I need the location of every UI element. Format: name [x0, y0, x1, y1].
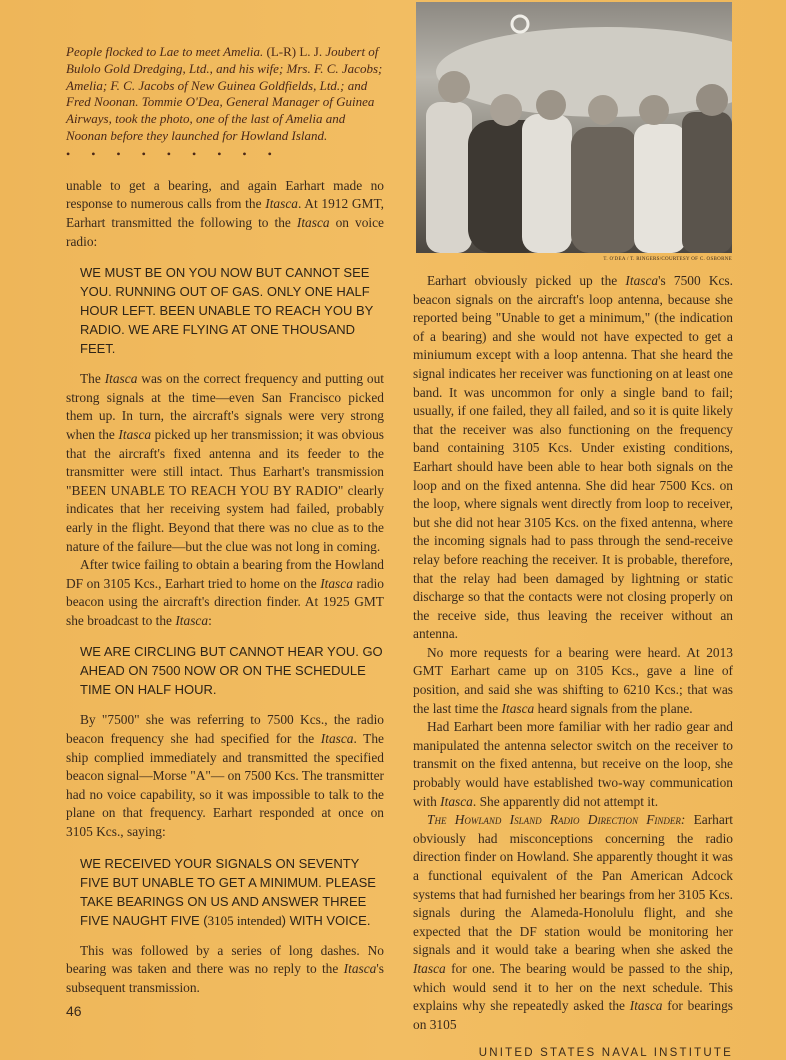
- text-run: This was followed by a series of long dashes. No bearing was taken and there was no reply to the: [66, 942, 384, 977]
- left-column: [66, 44, 384, 1019]
- text-run: (L-R) L. J.: [266, 44, 326, 59]
- text-run: for one. The bearing would be passed to the ship, which would send it to her on the next schedule. This explains why she repeatedly asked the: [413, 960, 733, 1014]
- left-column-body: [66, 711, 384, 841]
- publication-footer: UNITED STATES NAVAL INSTITUTE: [478, 1047, 733, 1060]
- text-run: unable to get a bearing, and again Earhart made no response to numerous calls from the: [66, 177, 384, 212]
- text-run: The: [80, 371, 105, 387]
- ship-name: Itasca: [629, 998, 663, 1014]
- text-run: Earhart obviously picked up the: [427, 273, 626, 288]
- text-run: :: [208, 612, 212, 628]
- ship-name: Itasca: [440, 793, 473, 809]
- text-run: 's subsequent transmission.: [66, 961, 384, 995]
- text-run: radio beacon using the aircraft's direction finder. At 1925 GMT she broadcast to the: [66, 575, 384, 628]
- ship-name: Itasca: [320, 575, 353, 591]
- text-run: People flocked to Lae to meet Amelia.: [66, 44, 267, 59]
- left-column-body: [66, 370, 384, 630]
- photo-credit: T. O'DEA / T. RINGERS/COURTESY OF C. OSBORNE: [603, 257, 732, 262]
- text-run: picked up her transmission; it was obvious that the aircraft's fixed antenna and its feeder to the transmitter were still intact. Thus Earhart's transmission "BEEN UNABLE TO REACH YOU BY RADIO" clearly indicates that her receiving system had failed, probably early in the flight. Beyond that there was no clue as to the nature of the failure—but the clue was not long in coming.: [66, 426, 384, 554]
- paragraph: [413, 644, 733, 718]
- section-heading: The Howland Island Radio Direction Finder:: [427, 812, 686, 828]
- paragraph: [66, 370, 384, 556]
- quote-annotation: 3105 intended: [207, 912, 282, 928]
- text-run: was on the correct frequency and putting out strong signals at the time—even San Francisco picked them up. In turn, the aircraft's signals were very strong when the: [66, 371, 384, 442]
- ship-name: Itasca: [265, 196, 298, 212]
- photo-figures: [416, 2, 732, 253]
- ship-name: Itasca: [296, 214, 330, 230]
- caption-separator-dots: • • • • • • • • •: [66, 146, 281, 161]
- text-run: 's 7500 Kcs. beacon signals on the aircraft's loop antenna, because she reported being "Unable to get a minimum," (the indication of a bearing) and she would not have expected to get a miniumum except with a loop antenna. That she heard the signal indicates her receiver was functioning on at least one band. It was uncommon for only a single band to fail; usually, if one failed, they all failed, and so it is quite likely that the receiver was also functioning on the frequency band containing 3105 Kcs. Under existing conditions, Earhart should have been able to hear both signals on the loop and on the fixed antenna. She did hear 7500 Kcs. on the loop, where signals went directly from loop to receiver, but she did not hear 3105 Kcs. on the fixed antenna, where the incoming signals had to pass through the send-receive relay before reaching the receiver. It is probable, therefore, that the relay had been damaged by lightning or static discharge so that the contacts were not closing properly on the receive side, thus leaving the receiver without an antenna.: [413, 273, 733, 642]
- paragraph: [66, 711, 384, 841]
- text-run: on voice radio:: [66, 214, 385, 249]
- page-number: 46: [66, 1003, 82, 1020]
- paragraph: [66, 556, 384, 630]
- right-column: [413, 272, 733, 1060]
- quote-text: ) WITH VOICE.: [281, 912, 371, 928]
- quote-text: WE RECEIVED YOUR SIGNALS ON SEVENTY FIVE BUT UNABLE TO GET A MINIMUM. PLEASE TAKE BEARINGS ON US AND ANSWER THREE FIVE NAUGHT FIVE (: [80, 855, 376, 928]
- paragraph: [66, 177, 384, 251]
- left-column-body: [66, 942, 384, 998]
- radio-transcript-quote: WE MUST BE ON YOU NOW BUT CANNOT SEE YOU. RUNNING OUT OF GAS. ONLY ONE HALF HOUR LEFT. BEEN UNABLE TO REACH YOU BY RADIO. WE ARE FLYING AT ONE THOUSAND FEET.: [80, 265, 374, 357]
- text-run: Joubert of Bulolo Gold Dredging, Ltd., and his wife; Mrs. F. C. Jacobs; Amelia; F. C. Jacobs of New Guinea Goldfields, Ltd.; and Fred Noonan. Tommie O'Dea, General Manager of Guinea Airways, took the photo, one of the last of Amelia and Noonan before they launched for Howland Island.: [66, 44, 383, 143]
- ship-name: Itasca: [104, 371, 138, 387]
- paragraph: [413, 272, 733, 644]
- text-run: . She apparently did not attempt it.: [472, 793, 659, 809]
- text-run: After twice failing to obtain a bearing from the Howland DF on 3105 Kcs., Earhart tried to home on the: [66, 557, 384, 591]
- text-run: for bearings on 3105: [413, 998, 733, 1032]
- ship-name: Itasca: [501, 700, 535, 716]
- ship-name: Itasca: [413, 960, 446, 976]
- right-column-body: [413, 272, 733, 1034]
- text-run: No more requests for a bearing were heard. At 2013 GMT Earhart came up on 3105 Kcs., gave a line of position, and said she was shifting to 6210 Kcs.; that was the last time the: [413, 644, 733, 716]
- text-run: heard signals from the plane.: [534, 700, 693, 716]
- text-run: . At 1912 GMT, Earhart transmitted the following to the: [66, 196, 384, 230]
- text-run: By "7500" she was referring to 7500 Kcs., the radio beacon frequency she had specified for the: [66, 712, 384, 747]
- paragraph: [66, 942, 384, 998]
- ship-name: Itasca: [320, 731, 354, 747]
- paragraph: [413, 811, 733, 1034]
- ship-name: Itasca: [175, 612, 209, 628]
- radio-transcript-quote: [66, 854, 384, 930]
- ship-name: Itasca: [625, 273, 659, 288]
- ship-name: Itasca: [118, 426, 152, 442]
- photo-caption: [66, 44, 384, 145]
- left-column-intro: [66, 177, 384, 251]
- text-run: Earhart obviously had misconceptions concerning the radio direction finder on Howland. She apparently thought it was a functional equivalent of the Pan American Adcock systems that had furnished her bearings from her 3105 Kcs. signals during the Alameda-Honolulu flight, and she expected that the DF station would be monitoring her signals and it would take a bearing when she asked the: [413, 812, 734, 958]
- text-run: Had Earhart been more familiar with her radio gear and manipulated the antenna selector switch on the receiver to transmit on the fixed antenna, but receive on the loop, she probably would have established two-way communication with: [413, 719, 733, 809]
- group-photo: [416, 2, 732, 253]
- ship-name: Itasca: [343, 961, 377, 977]
- radio-transcript-quote: WE ARE CIRCLING BUT CANNOT HEAR YOU. GO AHEAD ON 7500 NOW OR ON THE SCHEDULE TIME ON HALF HOUR.: [80, 644, 383, 698]
- paragraph: [413, 718, 733, 811]
- text-run: . The ship complied immediately and transmitted the specified beacon signal—Morse "A"— on 7500 Kcs. The transmitter had no voice capability, so it was impossible to talk to the plane on that frequency. Earhart responded at once on 3105 Kcs., saying:: [66, 731, 384, 840]
